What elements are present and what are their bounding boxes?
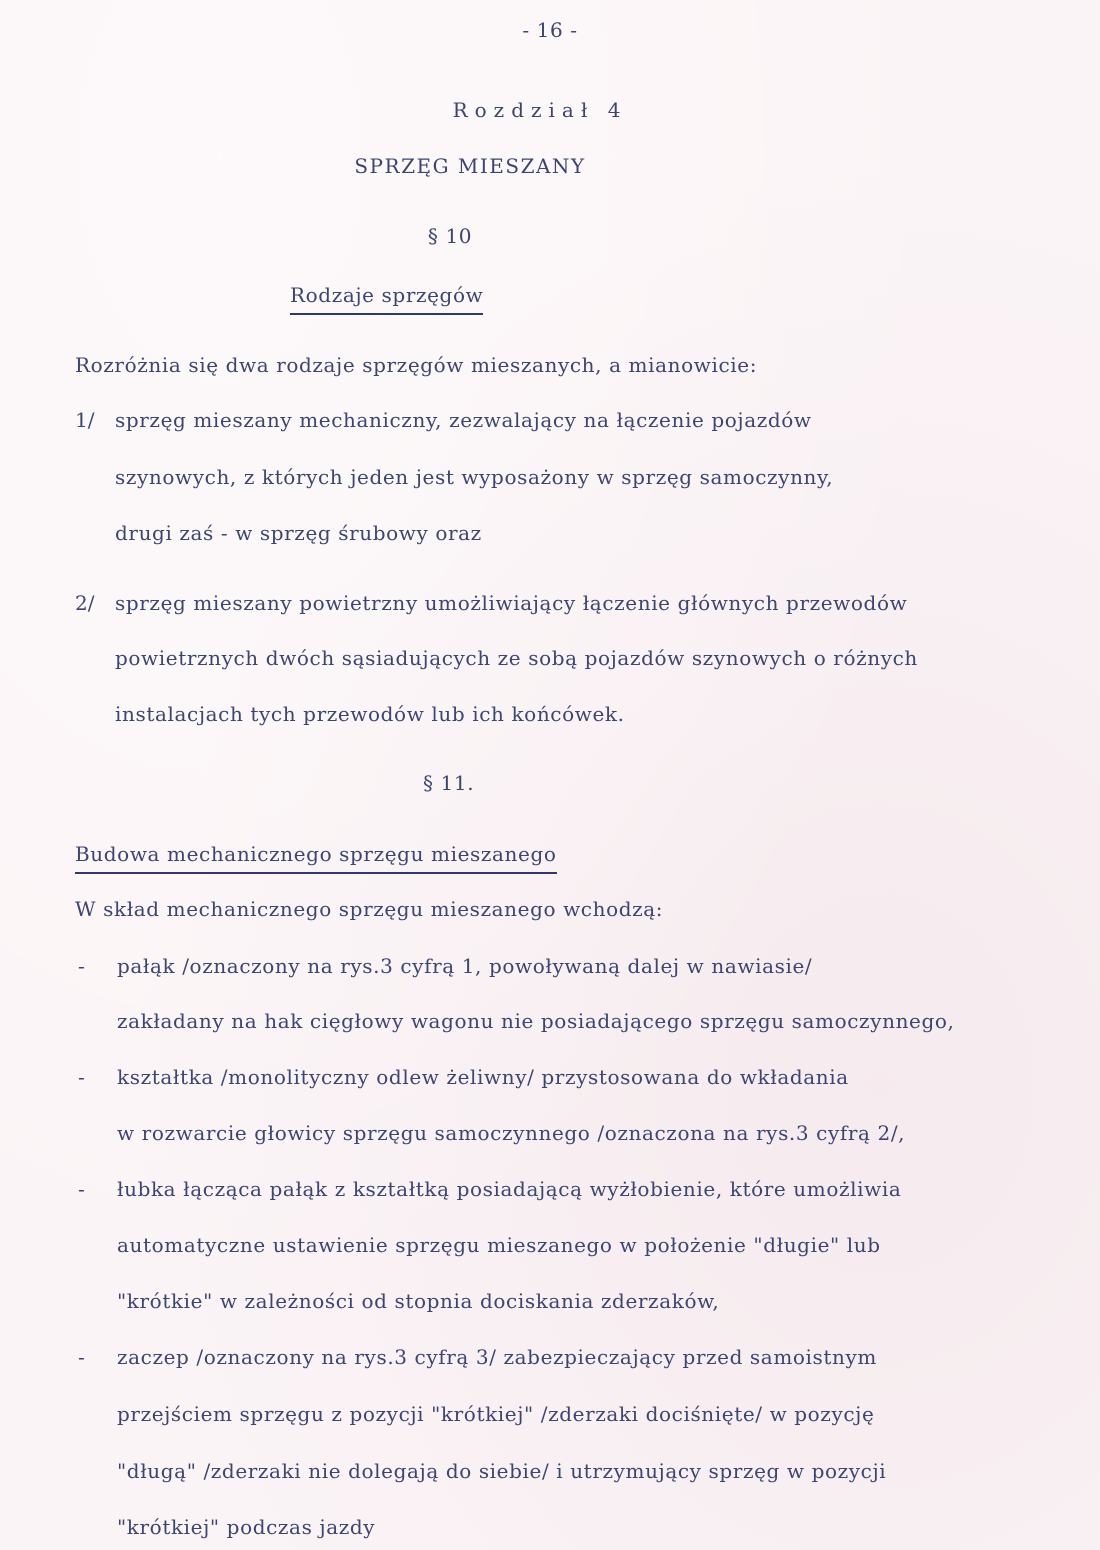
list-marker: - <box>78 1177 85 1201</box>
list-item-line: łubka łącząca pałąk z kształtką posiadającą wyżłobienie, które umożliwia <box>117 1177 902 1201</box>
section-10-intro: Rozróżnia się dwa rodzaje sprzęgów mieszanych, a mianowicie: <box>75 353 758 377</box>
list-item-line: "krótkiej" podczas jazdy <box>117 1515 376 1539</box>
list-item-line: szynowych, z których jeden jest wyposażony w sprzęg samoczynny, <box>115 465 834 489</box>
list-item-line: "długą" /zderzaki nie dolegają do siebie/ i utrzymujący sprzęg w pozycji <box>117 1459 887 1483</box>
list-marker: - <box>78 1065 85 1089</box>
list-item-line: kształtka /monolityczny odlew żeliwny/ przystosowana do wkładania <box>117 1065 849 1089</box>
section-11-symbol: § 11. <box>423 771 475 795</box>
list-item-line: sprzęg mieszany mechaniczny, zezwalający na łączenie pojazdów <box>115 408 812 432</box>
list-item-line: przejściem sprzęgu z pozycji "krótkiej" /zderzaki dociśnięte/ w pozycję <box>117 1402 875 1426</box>
section-10-heading: Rodzaje sprzęgów <box>290 283 483 315</box>
list-item-line: w rozwarcie głowicy sprzęgu samoczynnego /oznaczona na rys.3 cyfrą 2/, <box>117 1121 906 1145</box>
list-marker: - <box>78 1345 85 1369</box>
list-marker: 1/ <box>75 408 95 432</box>
list-item-line: powietrznych dwóch sąsiadujących ze sobą pojazdów szynowych o różnych <box>115 646 918 670</box>
list-item-line: "krótkie" w zależności od stopnia dociskania zderzaków, <box>117 1289 720 1313</box>
chapter-title: Rozdział 4 <box>452 98 628 122</box>
section-10-symbol: § 10 <box>427 224 473 248</box>
list-item-line: drugi zaś - w sprzęg śrubowy oraz <box>115 521 482 545</box>
list-item-line: zakładany na hak cięgłowy wagonu nie posiadającego sprzęgu samoczynnego, <box>117 1009 955 1033</box>
list-item-line: sprzęg mieszany powietrzny umożliwiający łączenie głównych przewodów <box>115 591 908 615</box>
list-item-line: instalacjach tych przewodów lub ich końcówek. <box>115 702 625 726</box>
chapter-subtitle: SPRZĘG MIESZANY <box>354 154 586 178</box>
section-11-intro: W skład mechanicznego sprzęgu mieszanego wchodzą: <box>75 897 664 921</box>
list-item-line: automatyczne ustawienie sprzęgu mieszanego w położenie "długie" lub <box>117 1233 881 1257</box>
list-marker: - <box>78 954 85 978</box>
page-number: - 16 - <box>522 18 578 42</box>
section-11-heading: Budowa mechanicznego sprzęgu mieszanego <box>75 842 557 874</box>
list-marker: 2/ <box>75 591 95 615</box>
list-item-line: pałąk /oznaczony na rys.3 cyfrą 1, powoływaną dalej w nawiasie/ <box>117 954 813 978</box>
list-item-line: zaczep /oznaczony na rys.3 cyfrą 3/ zabezpieczający przed samoistnym <box>117 1345 877 1369</box>
